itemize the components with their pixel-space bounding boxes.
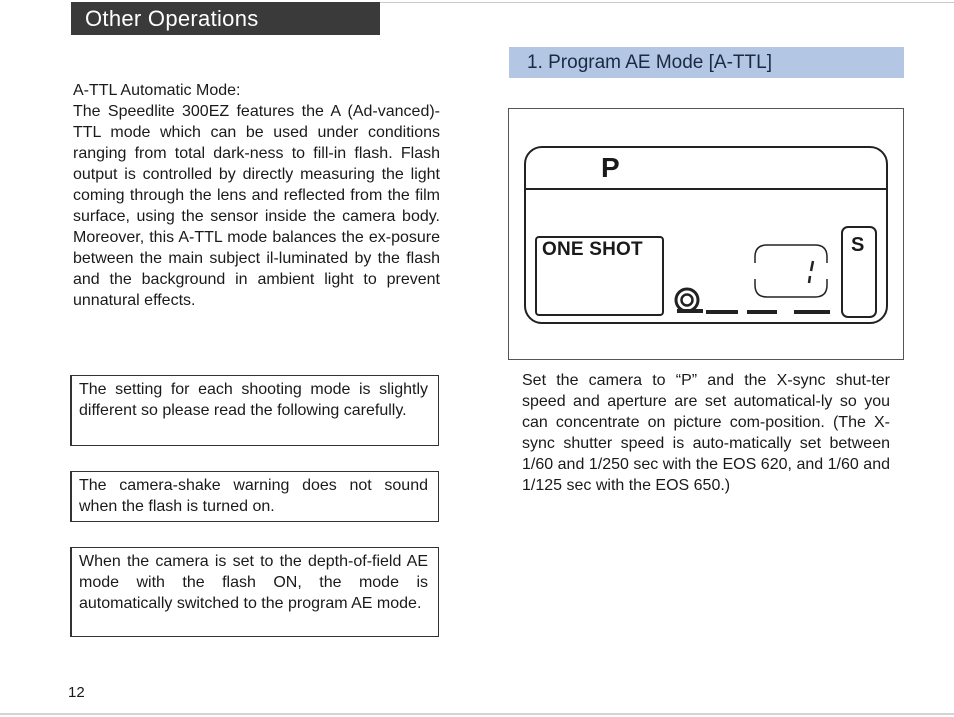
program-ae-paragraph: Set the camera to “P” and the X-sync shut-ter speed and aperture are set automatical-ly so you can concentrate on picture com-position. (The X-sync shutter speed is auto-matically set between 1/60 and 1/250 sec with the EOS 620, and 1/60 and 1/125 sec with the EOS 650.) bbox=[522, 372, 890, 494]
section-title: 1. Program AE Mode [A-TTL] bbox=[509, 47, 904, 78]
lcd-segment-3 bbox=[794, 310, 830, 314]
s-indicator-label: S bbox=[851, 234, 865, 256]
one-shot-label: ONE SHOT bbox=[542, 239, 643, 260]
top-rule bbox=[380, 2, 954, 3]
note-camera-shake: The camera-shake warning does not sound when the flash is turned on. bbox=[70, 471, 439, 522]
subheading-a-ttl: A-TTL Automatic Mode: bbox=[73, 82, 241, 99]
lcd-divider bbox=[524, 188, 888, 190]
a-ttl-paragraph: The Speedlite 300EZ features the A (Ad-vanced)-TTL mode which can be used under conditions ranging from total dark-ness to fill-in flash. Flash output is controlled by directly measuring the light coming through the lens and reflected from the film surface, using the sensor inside the camera body. Moreover, this A-TTL mode balances the ex-posure between the main subject il-luminated by the flash and the background in ambient light to prevent unnatural effects. bbox=[73, 103, 440, 309]
left-column bbox=[73, 80, 440, 311]
lcd-segment-2 bbox=[747, 310, 777, 314]
lcd-mode-letter: P bbox=[601, 152, 620, 183]
bottom-rule bbox=[0, 713, 954, 715]
page-number: 12 bbox=[68, 684, 85, 701]
flash-sync-icon bbox=[673, 286, 705, 314]
note-depth-of-field: When the camera is set to the depth-of-field AE mode with the flash ON, the mode is automatically switched to the program AE mode. bbox=[70, 547, 439, 637]
page-header: Other Operations bbox=[71, 2, 380, 35]
bracket-indicator-icon bbox=[753, 243, 829, 299]
lcd-segment-1 bbox=[706, 310, 738, 314]
note-shooting-mode: The setting for each shooting mode is slightly different so please read the following carefully. bbox=[70, 375, 439, 446]
